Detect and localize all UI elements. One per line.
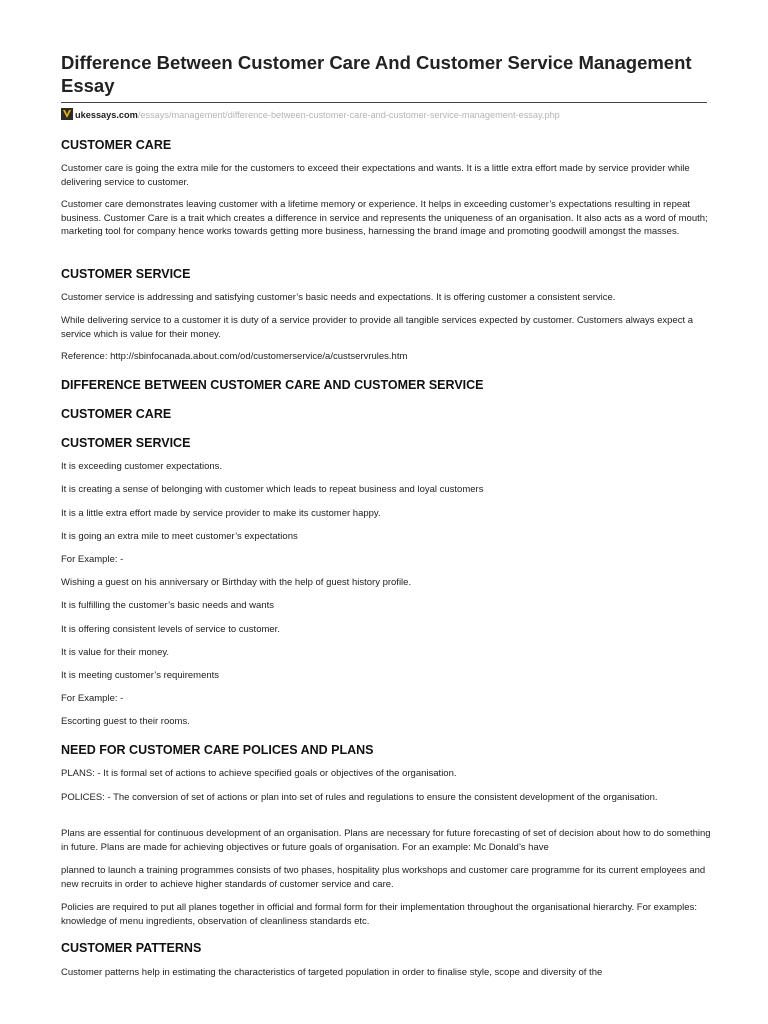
paragraph: Policies are required to put all planes together in official and formal form for their implementation throughout the organisational hierarchy. For examples: knowledge of menu ingredients, observation of cleanliness standards etc. [61, 902, 697, 927]
reference-line: Reference: http://sbinfocanada.about.com/od/customerservice/a/custservrules.htm [61, 351, 408, 362]
paragraph: Customer service is addressing and satisfying customer’s basic needs and expectations. It is offering customer a consistent service. [61, 292, 616, 303]
paragraph: It is offering consistent levels of service to customer. [61, 624, 280, 635]
paragraph: It is a little extra effort made by service provider to make its customer happy. [61, 508, 381, 519]
paragraph: It is fulfilling the customer’s basic needs and wants [61, 600, 274, 611]
paragraph: It is exceeding customer expectations. [61, 461, 223, 472]
paragraph: For Example: - [61, 554, 124, 565]
paragraph: It is going an extra mile to meet customer’s expectations [61, 531, 298, 542]
paragraph: Customer care demonstrates leaving customer with a lifetime memory or experience. It helps in exceeding customer’s expectations resulting in repeat business. Customer Care is a trait which creates a difference in service and represents the uniqueness of an organisation. It also acts as a word of mouth; marketing tool for company hence works towards getting more business, harnessing the brand image and promoting goodwill amongst the masses. [61, 199, 708, 237]
document-title: Difference Between Customer Care And Customer Service Management Essay [61, 52, 692, 96]
paragraph: It is creating a sense of belonging with customer which leads to repeat business and loyal customers [61, 484, 484, 495]
section-heading: CUSTOMER SERVICE [61, 436, 191, 450]
paragraph: planned to launch a training programmes consists of two phases, hospitality plus workshops and customer care programme for its current employees and new recruits in order to achieve higher standards of customer service and care. [61, 865, 706, 890]
ukessays-logo-icon [61, 108, 73, 120]
paragraph: PLANS: - It is formal set of actions to achieve specified goals or objectives of the organisation. [61, 768, 457, 779]
section-heading: CUSTOMER PATTERNS [61, 941, 202, 955]
paragraph: POLICES: - The conversion of set of actions or plan into set of rules and regulations to ensure the consistent development of the organisation. [61, 792, 658, 803]
paragraph: For Example: - [61, 693, 124, 704]
section-heading: CUSTOMER CARE [61, 407, 172, 421]
paragraph: While delivering service to a customer it is duty of a service provider to provide all tangible services expected by customer. Customers always expect a service which is value for their money. [61, 315, 694, 340]
source-path[interactable]: /essays/management/difference-between-customer-care-and-customer-service-management-essay.php [137, 110, 560, 120]
paragraph: Escorting guest to their rooms. [61, 716, 190, 727]
section-heading: CUSTOMER CARE [61, 138, 172, 152]
source-line [61, 108, 711, 122]
title-divider [61, 102, 707, 103]
paragraph: Customer care is going the extra mile for the customers to exceed their expectations and wants. It is a little extra effort made by service provider while delivering service to customer. [61, 163, 690, 188]
source-domain[interactable]: ukessays.com [75, 110, 138, 120]
paragraph: Wishing a guest on his anniversary or Birthday with the help of guest history profile. [61, 577, 412, 588]
paragraph: Plans are essential for continuous development of an organisation. Plans are necessary for future forecasting of set of decision about how to do something in future. Plans are made for achieving objectives or future goals of organisation. For an example: Mc Donald’s have [61, 828, 711, 853]
section-heading: CUSTOMER SERVICE [61, 267, 191, 281]
paragraph: It is meeting customer’s requirements [61, 670, 220, 681]
section-heading: NEED FOR CUSTOMER CARE POLICES AND PLANS [61, 743, 374, 757]
section-heading: DIFFERENCE BETWEEN CUSTOMER CARE AND CUSTOMER SERVICE [61, 378, 484, 392]
paragraph: It is value for their money. [61, 647, 170, 658]
paragraph: Customer patterns help in estimating the characteristics of targeted population in order to finalise style, scope and diversity of the [61, 967, 603, 978]
